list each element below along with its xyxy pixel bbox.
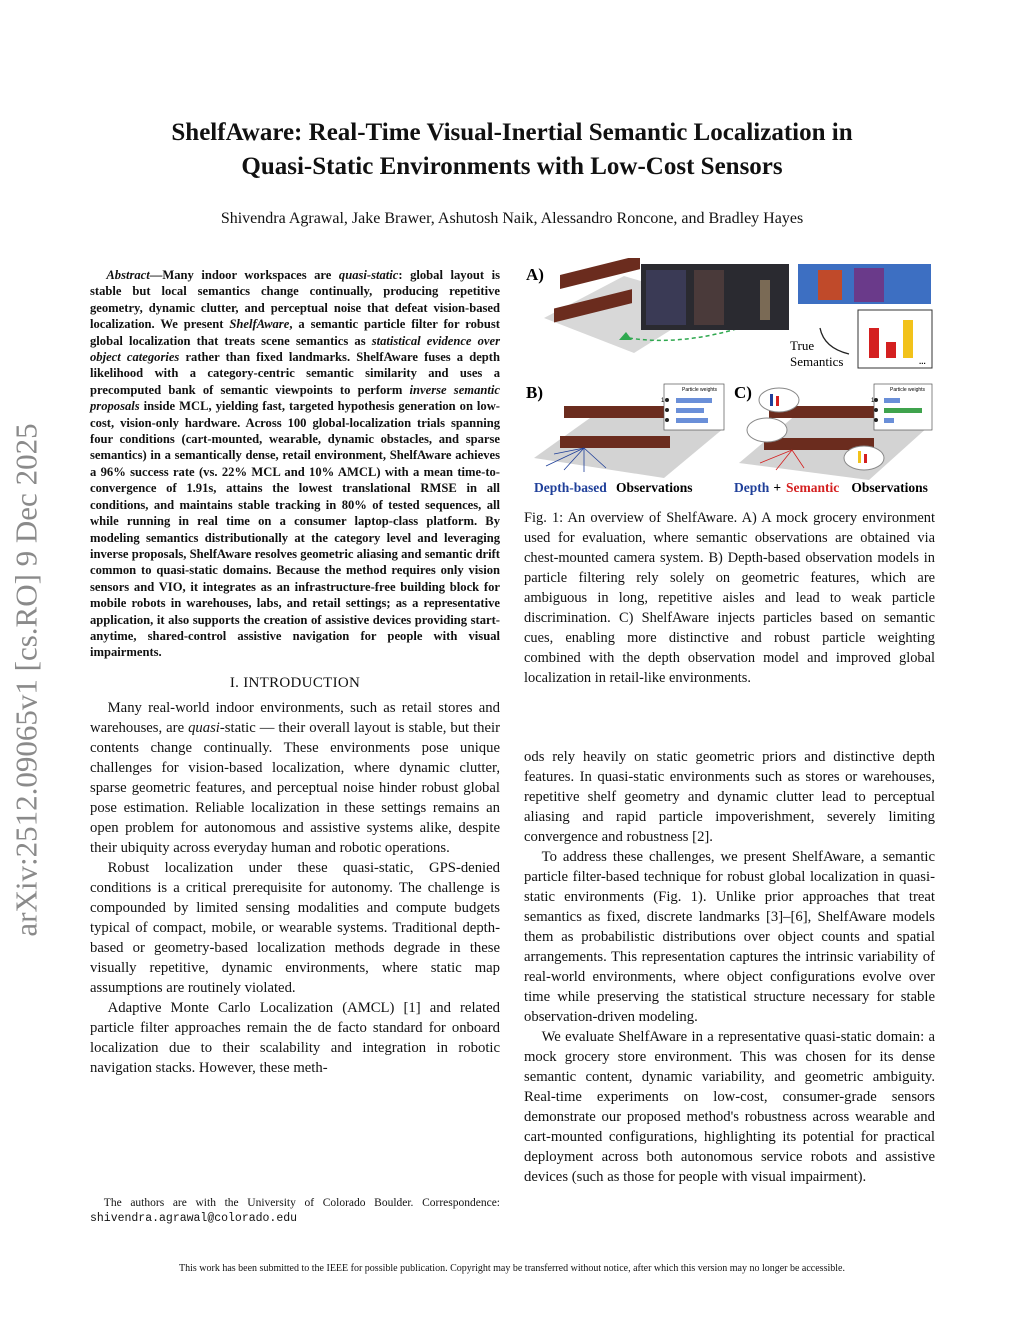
panel-b-shelf-2 — [560, 436, 670, 448]
ieee-notice: This work has been submitted to the IEEE for possible publication. Copyright may be transferred without notice, after which this version may no longer be accessible. — [179, 1263, 845, 1274]
panel-b-shelf-1 — [564, 406, 674, 418]
true-semantics-arrow — [820, 328, 849, 354]
panel-c-caption-observations: Observations — [848, 480, 928, 495]
footnote: The authors are with the University of Colorado Boulder. Correspondence: shivendra.agrawal@colorado.edu — [90, 1197, 500, 1225]
abstract: Abstract—Many indoor workspaces are quasi-static: global layout is stable but local semantics change continually, producing repetitive geometry, dynamic clutter, and perceptual noise that defeat vision-based localization. We present ShelfAware, a semantic particle filter for robust global localization that treats scene semantics as statistical evidence over object categories rather than fixed landmarks. ShelfAware fuses a depth likelihood with a category-centric semantic similarity and uses a precomputed bank of semantic viewpoints to perform inverse semantic proposals inside MCL, yielding fast, targeted hypothesis generation on low-cost, vision-only hardware. Across 100 global-localization trials spanning four conditions (cart-mounted, wearable, dynamic obstacles, and sparse semantics) in a semantically dense, retail environment, ShelfAware achieves a 96% success rate (vs. 22% MCL and 10% AMCL) with a mean time-to-convergence of 1.91s, attains the lowest translational RMSE in all conditions, and maintains stable tracking in 80% of tested sequences, all while running in real time on a consumer laptop-class platform. By modeling semantics distributionally at the category level and leveraging inverse proposals, ShelfAware resolves geometric aliasing and semantic drift common to quasi-static domains. Because the method requires only vision sensors and VIO, it integrates as an infrastructure-free building block for mobile robots in warehouses, labs, and retail settings; as a representative application, it also supports the creation of assistive devices providing start-anytime, shared-control assistive navigation for people with visual impairments. — [90, 268, 501, 660]
right-column — [524, 747, 935, 1187]
panel-a-label: A) — [526, 265, 544, 284]
intro-paragraph-3: Adaptive Monte Carlo Localization (AMCL) [1] and related particle filter approaches remain the de facto standard for onboard localization due to their scalability and integration in robotic navigation stacks. However, these meth- — [90, 999, 500, 1076]
panel-c-label: C) — [734, 383, 752, 402]
panel-c-weights-title: Particle weights — [890, 387, 926, 393]
arxiv-stamp-text: arXiv:2512.09065v1 [cs.RO] 9 Dec 2025 — [9, 423, 45, 937]
panel-b-weights-title: Particle weights — [682, 387, 718, 393]
panel-c-caption-depth: Depth — [734, 480, 770, 495]
panel-b-caption-depth: Depth-based — [534, 480, 607, 495]
true-semantics-line-2: Semantics — [790, 354, 844, 369]
figure-1 — [524, 258, 935, 500]
arxiv-stamp — [4, 380, 50, 980]
panel-c-caption-semantic: Semantic — [786, 480, 840, 495]
true-semantics-ellipsis: ... — [919, 357, 926, 366]
title-line-1: ShelfAware: Real-Time Visual-Inertial Semantic Localization in — [171, 119, 853, 146]
panel-b-axis-one: 1 — [661, 398, 665, 404]
abstract-label: Abstract — [106, 268, 150, 282]
title-line-2: Quasi-Static Environments with Low-Cost Sensors — [241, 153, 783, 180]
intro-paragraph-2: Robust localization under these quasi-static, GPS-denied conditions is a critical prerequisite for autonomy. The challenge is compounded by limited sensing modalities and compute budgets typical of compact, mobile, or wearable systems. Traditional depth-based or geometry-based localization methods degrade in these visually repetitive, dynamic environments, where static map assumptions are routinely violated. — [90, 859, 500, 996]
paper-title — [110, 116, 914, 184]
figure-1-caption: Fig. 1: An overview of ShelfAware. A) A mock grocery environment used for evaluation, where semantic observations are obtained via chest-mounted camera system. B) Depth-based observation models in particle filtering rely solely on geometric features, which are ambiguous in long, repetitive aisles and lead to weak particle discrimination. C) ShelfAware injects particles based on semantic cues, enabling more distinctive and robust particle weighting combined with the depth observation model and improved global localization in retail-like environments. — [524, 510, 935, 686]
panel-a-person — [760, 280, 770, 320]
author-list: Shivendra Agrawal, Jake Brawer, Ashutosh Naik, Alessandro Roncone, and Bradley Hayes — [220, 210, 804, 227]
section-heading-introduction: I. INTRODUCTION — [229, 674, 361, 691]
panel-c-thought-bubble-2 — [747, 418, 787, 442]
intro-paragraph-1: Many real-world indoor environments, such as retail stores and warehouses, are quasi-static — their overall layout is stable, but their contents change continually. These environments pose unique challenges for vision-based localization, where dynamic clutter, sparse geometric features, and perceptual noise hinder robust global pose estimation. Reliable localization in these settings remains an open problem for autonomous and assistive systems alike, despite their ubiquity across everyday human and robotic operations. — [90, 699, 501, 856]
intro-paragraph-3-continued: ods rely heavily on static geometric priors and distinctive depth features. In quasi-static environments such as stores or warehouses, repetitive shelf geometry and dynamic clutter lead to perceptual aliasing and rapid particle impoverishment, severely limiting convergence and robustness [2]. — [524, 749, 935, 845]
true-semantics-line-1: True — [790, 338, 815, 353]
panel-b-caption-observations: Observations — [616, 480, 693, 495]
panel-b-label: B) — [526, 383, 543, 402]
intro-paragraph-4: To address these challenges, we present ShelfAware, a semantic particle filter-based technique for robust global localization in quasi-static environments (Fig. 1). Unlike prior approaches that treat semantics as fixed, discrete landmarks [3]–[6], ShelfAware models them as probabilistic distributions over object counts and spatial arrangements. This representation captures the intrinsic variability of real-world environments, where object configurations evolve over time while preserving the statistical structure necessary for stable observation-driven modeling. — [524, 849, 935, 1025]
left-column — [90, 267, 500, 1078]
panel-c-caption-plus: + — [770, 480, 785, 495]
correspondence-email: shivendra.agrawal@colorado.edu — [90, 1212, 298, 1225]
figure-1-illustration — [524, 258, 935, 500]
panel-c-axis-one: 1 — [871, 398, 875, 404]
intro-paragraph-5: We evaluate ShelfAware in a representative quasi-static domain: a mock grocery store environment. This was chosen for its dense semantic content, dynamic variability, and geometric ambiguity. Real-time experiments on low-cost, consumer-grade sensors demonstrate our proposed method's robustness across wearable and cart-mounted configurations, highlighting its potential for practical deployment across both autonomous service robots and assistive devices (such as those for people with visual impairment). — [524, 1029, 935, 1185]
